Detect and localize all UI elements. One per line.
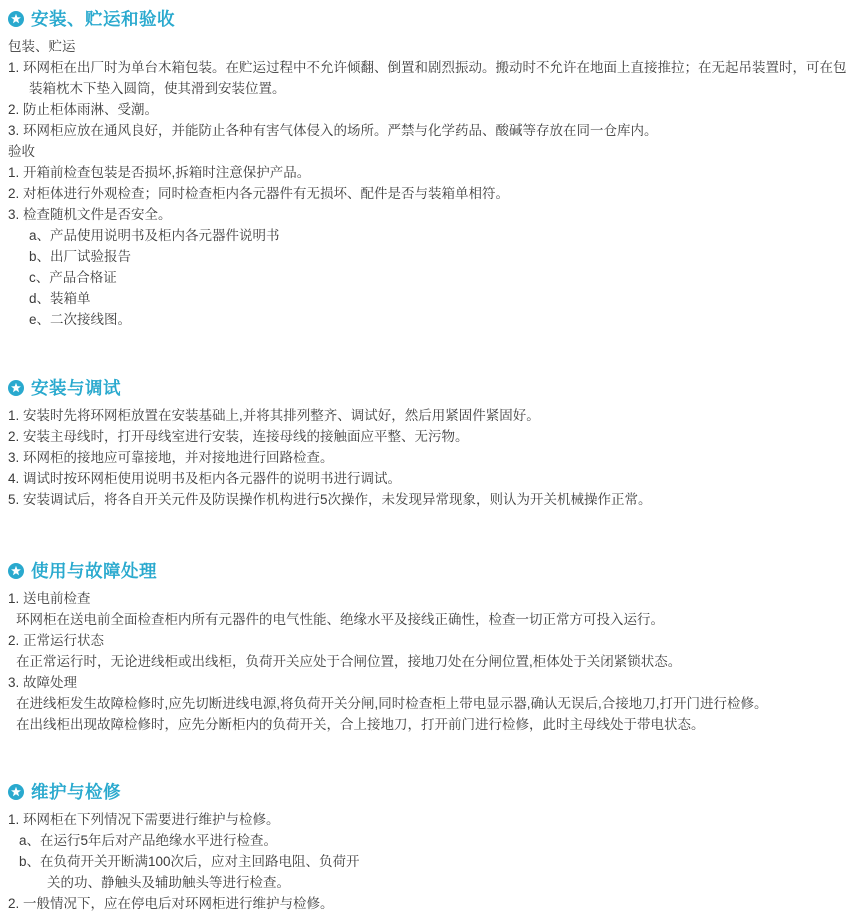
text-line: 1. 环网柜在出厂时为单台木箱包装。在贮运过程中不允许倾翻、倒置和剧烈振动。搬动时不允许在地面上直接推拉；在无起吊装置时，可在包 [8, 60, 847, 75]
text-line: 1. 安装时先将环网柜放置在安装基础上,并将其排列整齐、调试好，然后用紧固件紧固好。 [8, 408, 540, 423]
section-title-text: 使用与故障处理 [31, 561, 157, 581]
text-line: 2. 一般情况下，应在停电后对环网柜进行维护与检修。 [8, 896, 334, 911]
text-line: 在出线柜出现故障检修时，应先分断柜内的负荷开关，合上接地刀，打开前门进行检修，此时主母线处于带电状态。 [16, 717, 705, 732]
text-line: 2. 正常运行状态 [8, 633, 105, 648]
circled-star-icon [8, 380, 24, 396]
text-line: e、二次接线图。 [29, 312, 132, 327]
text-line: b、出厂试验报告 [29, 249, 132, 264]
circled-star-icon [8, 784, 24, 800]
text-line: 1. 开箱前检查包装是否损坏,拆箱时注意保护产品。 [8, 165, 311, 180]
text-line: 3. 故障处理 [8, 675, 78, 690]
text-line: 环网柜在送电前全面检查柜内所有元器件的电气性能、绝缘水平及接线正确性，检查一切正常方可投入运行。 [16, 612, 664, 627]
section-heading [8, 560, 867, 581]
section-title-text: 安装与调试 [31, 378, 121, 398]
document-body [8, 8, 867, 914]
text-line: 2. 防止柜体雨淋、受潮。 [8, 102, 159, 117]
section-heading [8, 8, 867, 29]
section-body [8, 405, 867, 510]
section-title-text: 安装、贮运和验收 [31, 9, 175, 29]
section [8, 781, 867, 914]
section [8, 377, 867, 510]
text-line: a、在运行5年后对产品绝缘水平进行检查。 [19, 833, 278, 848]
text-line: 5. 安装调试后，将各自开关元件及防误操作机构进行5次操作，未发现异常现象，则认为开关机械操作正常。 [8, 492, 652, 507]
section-body [8, 588, 867, 735]
text-line: 包装、贮运 [8, 39, 76, 54]
section [8, 8, 867, 330]
section-heading [8, 781, 867, 802]
text-line: 3. 环网柜应放在通风良好，并能防止各种有害气体侵入的场所。严禁与化学药品、酸碱等存放在同一仓库内。 [8, 123, 658, 138]
text-line: 在进线柜发生故障检修时,应先切断进线电源,将负荷开关分闸,同时检查柜上带电显示器,确认无误后,合接地刀,打开门进行检修。 [16, 696, 768, 711]
section [8, 560, 867, 735]
text-line: 3. 检查随机文件是否安全。 [8, 207, 172, 222]
text-line: 验收 [8, 144, 35, 159]
text-line: 关的功、静触头及辅助触头等进行检查。 [47, 875, 290, 890]
text-line: d、装箱单 [29, 291, 91, 306]
text-line: 2. 安装主母线时，打开母线室进行安装，连接母线的接触面应平整、无污物。 [8, 429, 469, 444]
circled-star-icon [8, 11, 24, 27]
section-heading [8, 377, 867, 398]
section-body [8, 36, 867, 330]
text-line: c、产品合格证 [29, 270, 117, 285]
text-line: 1. 环网柜在下列情况下需要进行维护与检修。 [8, 812, 280, 827]
text-line: 装箱枕木下垫入圆筒，使其滑到安装位置。 [29, 81, 286, 96]
text-line: 在正常运行时，无论进线柜或出线柜，负荷开关应处于合闸位置，接地刀处在分闸位置,柜体处于关闭紧锁状态。 [16, 654, 682, 669]
section-body [8, 809, 867, 914]
circled-star-icon [8, 563, 24, 579]
text-line: 3. 环网柜的接地应可靠接地，并对接地进行回路检查。 [8, 450, 334, 465]
text-line: 4. 调试时按环网柜使用说明书及柜内各元器件的说明书进行调试。 [8, 471, 402, 486]
text-line: 2. 对柜体进行外观检查；同时检查柜内各元器件有无损坏、配件是否与装箱单相符。 [8, 186, 510, 201]
text-line: 1. 送电前检查 [8, 591, 91, 606]
text-line: b、在负荷开关开断满100次后，应对主回路电阻、负荷开 [19, 854, 360, 869]
text-line: a、产品使用说明书及柜内各元器件说明书 [29, 228, 280, 243]
section-title-text: 维护与检修 [31, 782, 121, 802]
